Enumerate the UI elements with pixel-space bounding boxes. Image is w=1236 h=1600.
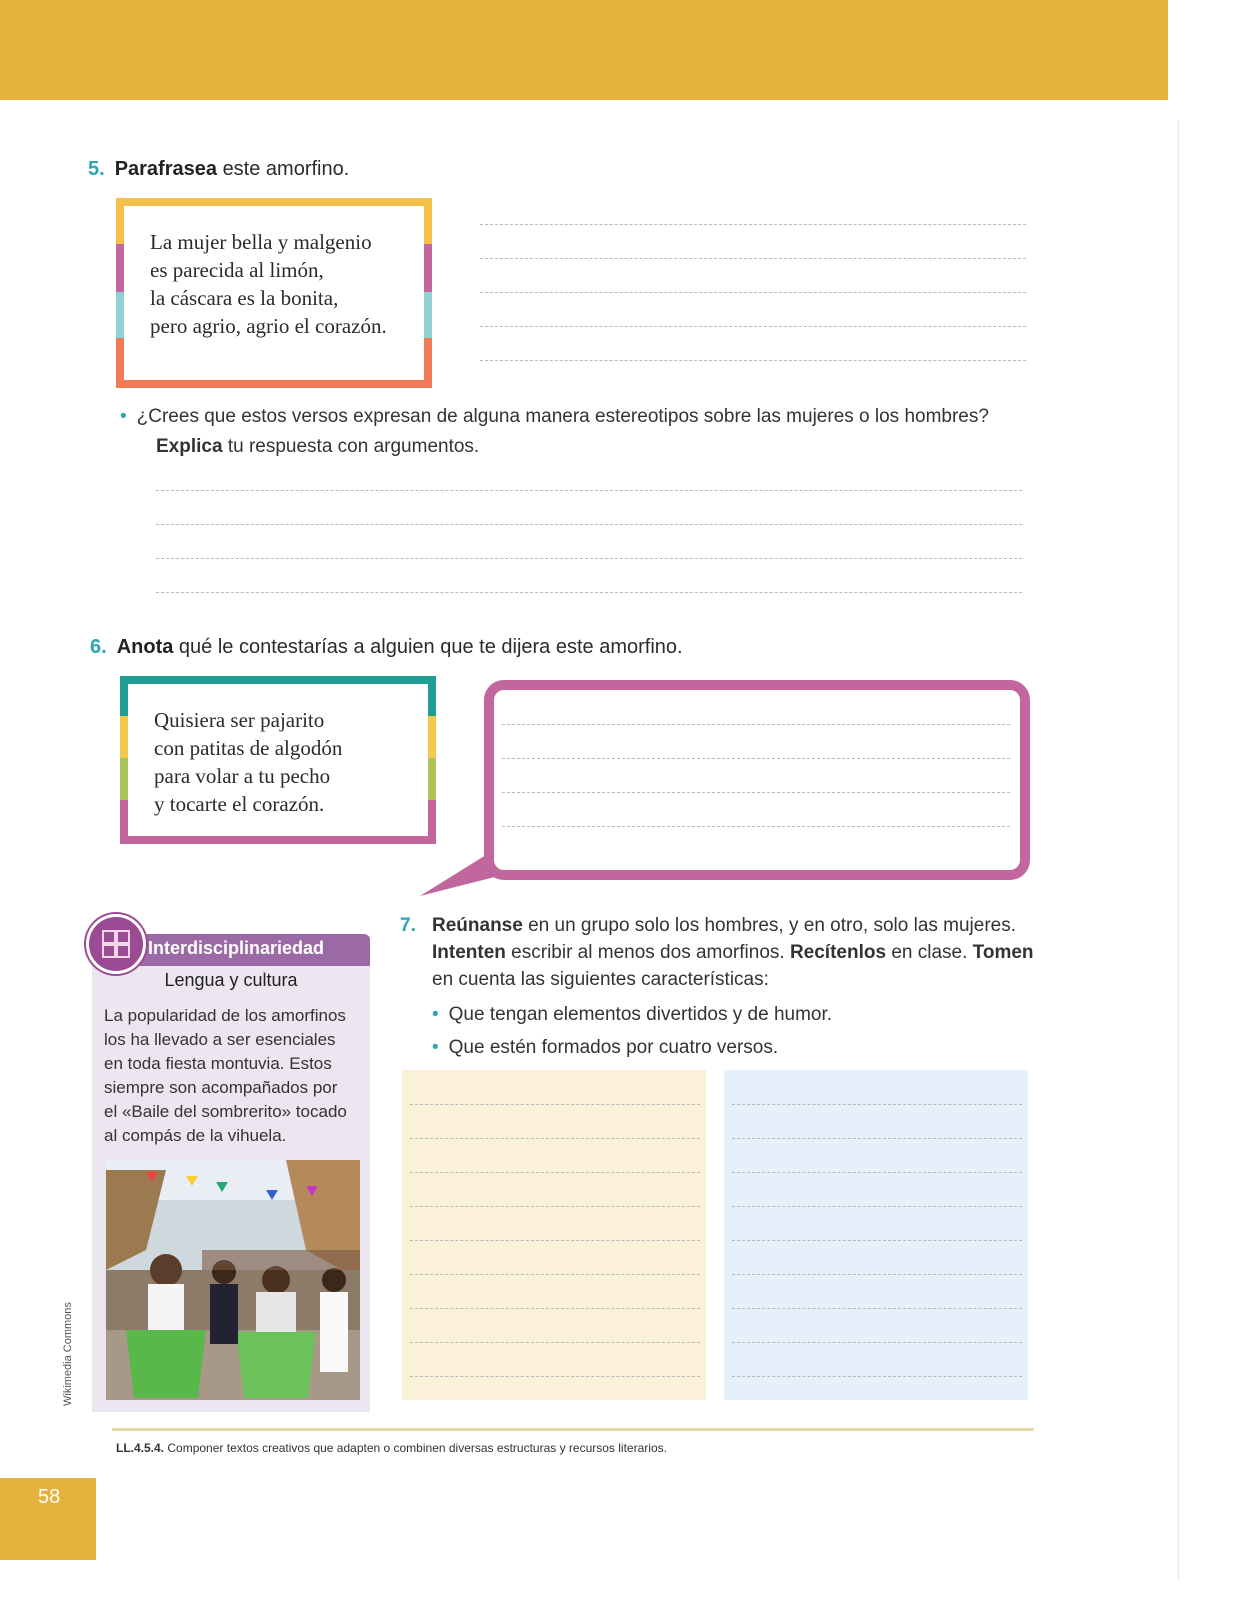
- question-verb: Parafrasea: [114, 158, 217, 180]
- answer-line[interactable]: [410, 1172, 700, 1173]
- poem-1: [150, 228, 387, 340]
- page-edge-line: [1178, 120, 1179, 1580]
- answer-line[interactable]: [732, 1206, 1022, 1207]
- poem-line: con patitas de algodón: [154, 736, 343, 760]
- answer-line[interactable]: [480, 360, 1026, 361]
- sidebar-body: [104, 1004, 364, 1148]
- answer-line[interactable]: [732, 1104, 1022, 1105]
- footer-code: LL.4.5.4.: [116, 1441, 165, 1455]
- question-7-text: [432, 912, 1036, 993]
- question-verb: Recítenlos: [789, 942, 887, 963]
- answer-line[interactable]: [410, 1138, 700, 1139]
- poem-line: es parecida al limón,: [150, 258, 324, 282]
- footer-description: Componer textos creativos que adapten o combinen diversas estructuras y recursos literarios.: [167, 1441, 667, 1455]
- page-number: 58: [38, 1486, 61, 1508]
- question-text: en un grupo solo los hombres, y en otro, solo las mujeres.: [528, 915, 1017, 936]
- poem-line: La mujer bella y malgenio: [150, 230, 372, 254]
- question-7-bullet: [432, 1000, 832, 1030]
- answer-line[interactable]: [502, 792, 1010, 793]
- sidebar-line: La popularidad de los amorfinos: [104, 1006, 346, 1025]
- answer-line[interactable]: [410, 1274, 700, 1275]
- sidebar-line: los ha llevado a ser esenciales: [104, 1030, 336, 1049]
- sidebar-line: siempre son acompañados por: [104, 1078, 338, 1097]
- poem-line: para volar a tu pecho: [154, 764, 331, 788]
- sidebar-line: al compás de la vihuela.: [104, 1126, 287, 1145]
- answer-line[interactable]: [732, 1240, 1022, 1241]
- question-verb: Anota: [116, 636, 174, 658]
- poem-line: la cáscara es la bonita,: [150, 286, 339, 310]
- bullet-dot: •: [120, 406, 127, 427]
- answer-line[interactable]: [732, 1172, 1022, 1173]
- sidebar-header: [108, 934, 370, 966]
- question-6-heading: [90, 636, 683, 659]
- poem-line: y tocarte el corazón.: [154, 792, 325, 816]
- answer-line[interactable]: [732, 1308, 1022, 1309]
- answer-line[interactable]: [156, 524, 1022, 525]
- answer-line[interactable]: [480, 258, 1026, 259]
- writing-panel-blue: [724, 1070, 1028, 1400]
- bullet-dot: •: [432, 1037, 439, 1058]
- question-text: en clase.: [891, 942, 968, 963]
- sidebar-subtitle: Lengua y cultura: [164, 970, 298, 990]
- question-5-bullet: [120, 402, 1030, 462]
- answer-line[interactable]: [410, 1376, 700, 1377]
- puzzle-icon: [86, 914, 146, 974]
- answer-line[interactable]: [732, 1376, 1022, 1377]
- question-verb: Intenten: [432, 942, 506, 963]
- question-verb: Reúnanse: [432, 915, 523, 936]
- footer-standard: [116, 1441, 667, 1455]
- question-5-heading: [88, 158, 349, 181]
- question-number: 7.: [400, 915, 416, 936]
- answer-line[interactable]: [732, 1274, 1022, 1275]
- sidebar-header-label: Interdisciplinariedad: [148, 938, 325, 958]
- answer-line[interactable]: [732, 1342, 1022, 1343]
- bullet-verb: Explica: [156, 436, 223, 457]
- answer-line[interactable]: [502, 724, 1010, 725]
- question-text: escribir al menos dos amorfinos.: [511, 942, 785, 963]
- question-text: qué le contestarías a alguien que te dijera este amorfino.: [178, 636, 683, 658]
- question-number: 6.: [90, 636, 107, 658]
- writing-panel-cream: [402, 1070, 706, 1400]
- photo-credit: Wikimedia Commons: [62, 1302, 74, 1406]
- bullet-text: Que estén formados por cuatro versos.: [448, 1037, 779, 1058]
- poem-line: pero agrio, agrio el corazón.: [150, 314, 387, 338]
- poem-frame-1: [116, 198, 432, 388]
- answer-line[interactable]: [156, 592, 1022, 593]
- answer-line[interactable]: [410, 1206, 700, 1207]
- speech-bubble: [484, 680, 1030, 880]
- question-verb: Tomen: [972, 942, 1034, 963]
- poem-line: Quisiera ser pajarito: [154, 708, 325, 732]
- question-7-bullet: [432, 1033, 778, 1063]
- bullet-rest: tu respuesta con argumentos.: [227, 436, 480, 457]
- sidebar-line: el «Baile del sombrerito» tocado: [104, 1102, 347, 1121]
- bullet-dot: •: [432, 1004, 439, 1025]
- footer-rule: [112, 1428, 1034, 1431]
- answer-line[interactable]: [502, 826, 1010, 827]
- question-7-heading: [400, 912, 1040, 990]
- answer-line[interactable]: [480, 224, 1026, 225]
- answer-line[interactable]: [410, 1308, 700, 1309]
- poem-frame-2: [120, 676, 436, 844]
- poem-2: [154, 706, 342, 818]
- bullet-question: ¿Crees que estos versos expresan de alguna manera estereotipos sobre las mujeres o los hombres?: [136, 406, 989, 427]
- question-text: en cuenta las siguientes características:: [432, 969, 769, 990]
- bullet-text: Que tengan elementos divertidos y de humor.: [448, 1004, 833, 1025]
- answer-line[interactable]: [410, 1342, 700, 1343]
- answer-line[interactable]: [156, 558, 1022, 559]
- top-color-band: [0, 0, 1168, 100]
- answer-line[interactable]: [502, 758, 1010, 759]
- answer-line[interactable]: [410, 1240, 700, 1241]
- answer-line[interactable]: [410, 1104, 700, 1105]
- answer-line[interactable]: [732, 1138, 1022, 1139]
- question-text: este amorfino.: [222, 158, 350, 180]
- festival-photo: [106, 1160, 360, 1400]
- sidebar-line: en toda fiesta montuvia. Estos: [104, 1054, 332, 1073]
- question-number: 5.: [88, 158, 105, 180]
- answer-line[interactable]: [480, 326, 1026, 327]
- answer-line[interactable]: [156, 490, 1022, 491]
- answer-line[interactable]: [480, 292, 1026, 293]
